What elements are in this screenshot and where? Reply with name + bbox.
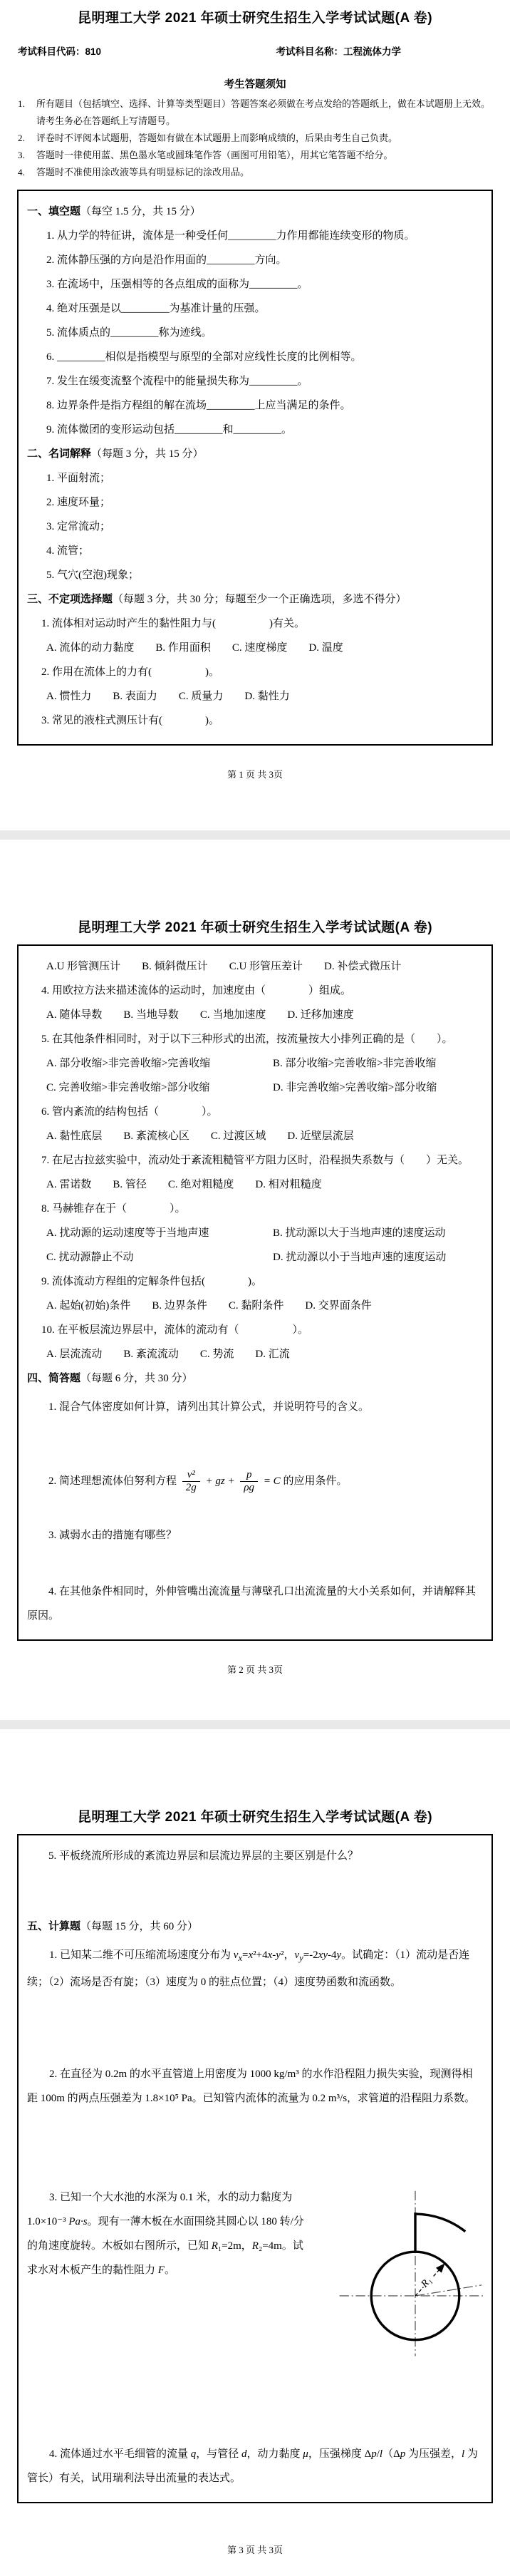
fill-question: 7. 发生在缓变流整个流程中的能量损失称为_________。: [46, 376, 308, 388]
choice-options: [46, 684, 483, 709]
option: B. 边界条件: [152, 1300, 207, 1312]
choice-question: 6. 管内紊流的结构包括（ ）。: [41, 1106, 218, 1118]
subject-row: [0, 43, 510, 58]
page-title: 昆明理工大学 2021 年硕士研究生招生入学考试试题(A 卷): [77, 11, 433, 26]
choice-question: 2. 作用在流体上的力有( )。: [41, 666, 219, 679]
choice-options: [46, 1051, 483, 1100]
option: B. 倾斜微压计: [142, 961, 208, 973]
choice-options: [46, 1342, 483, 1366]
choice-question: 1. 流体相对运动时产生的黏性阻力与( )有关。: [41, 618, 305, 630]
section-title: 一、填空题: [27, 205, 81, 218]
section-title: 二、名词解释: [27, 448, 92, 460]
exam-page-2: [0, 840, 510, 1720]
notice-item-text: 答题时不准使用涂改液等具有明显标记的涂改用品。: [36, 167, 250, 178]
notice-item-number: 4.: [18, 167, 25, 178]
choice-question: 3. 常见的液柱式测压计有( )。: [41, 715, 219, 727]
option: D. 补偿式微压计: [324, 961, 402, 973]
option: B. 作用面积: [155, 642, 211, 654]
notice-item-number: 2.: [18, 133, 25, 144]
notice-item-number: 3.: [18, 150, 25, 161]
radius-arrow-head: [434, 2265, 444, 2276]
option: D. 非完善收缩>完善收缩>部分收缩: [273, 1082, 437, 1094]
exam-page-1: [0, 0, 510, 830]
choice-question: 9. 流体流动方程组的定解条件包括( )。: [41, 1276, 262, 1288]
fill-question: 8. 边界条件是指方程组的解在流场_________上应当满足的条件。: [46, 400, 351, 412]
section-note: （每题 6 分，共 30 分）: [80, 1373, 193, 1385]
term-item: 1. 平面射流；: [46, 473, 111, 485]
notice-heading: 考生答题须知: [224, 79, 286, 91]
choice-question: 10. 在平板层流边界层中，流体的流动有（ ）。: [41, 1324, 309, 1336]
section-title: 四、简答题: [27, 1372, 81, 1385]
choice-options: [46, 1124, 483, 1148]
option: A. 起始(初始)条件: [46, 1300, 131, 1312]
calc-question: 4. 流体通过水平毛细管的流量 q，与管径 d，动力黏度 μ，压强梯度 Δp/l（Δp 为压强差，l 为管长）有关，试用瑞利法导出流量的表达式。: [27, 2448, 478, 2484]
outer-arc: [415, 2214, 465, 2232]
notice-item-text: 评卷时不评阅本试题册，答题如有做在本试题册上而影响成绩的，后果由考生自己负责。: [36, 133, 398, 144]
subject-name: 考试科目名称：工程流体力学: [276, 46, 401, 57]
page-separator: [0, 1720, 510, 1729]
rotating-plate-figure: [321, 2185, 483, 2365]
option: C. 势流: [199, 1349, 234, 1361]
choice-question: 5. 在其他条件相同时，对于以下三种形式的出流，按流量按大小排列正确的是（ ）。: [41, 1034, 453, 1046]
section-heading-fill-in: [27, 200, 483, 224]
choice-options: [46, 1221, 483, 1269]
section-note: （每题 15 分，共 60 分）: [80, 1920, 199, 1932]
notice-item: [18, 130, 492, 147]
option: A. 部分收缩>非完善收缩>完善收缩: [46, 1058, 211, 1070]
choice-question: 7. 在尼古拉兹实验中，流动处于紊流粗糙管平方阻力区时，沿程损失系数与（ ）无关。: [41, 1155, 469, 1167]
option: B. 管径: [113, 1179, 147, 1191]
fill-question: 5. 流体质点的_________称为迹线。: [46, 327, 212, 339]
page-title: 昆明理工大学 2021 年硕士研究生招生入学考试试题(A 卷): [77, 920, 433, 936]
option: A.U 形管测压计: [46, 961, 121, 973]
option: D. 汇流: [255, 1349, 290, 1361]
short-answer-question-formula: [27, 1469, 483, 1495]
choice-options: [46, 1003, 483, 1027]
choice-options: [46, 636, 483, 660]
section-heading-short-answer: [27, 1366, 483, 1391]
section-heading-terms: [27, 442, 483, 466]
page-separator: [0, 830, 510, 840]
option: A. 雷诺数: [46, 1179, 92, 1191]
term-item: 2. 速度环量；: [46, 497, 111, 509]
choice-question: 4. 用欧拉方法来描述流体的运动时，加速度由（ ）组成。: [41, 985, 352, 997]
fraction-denominator: ρg: [244, 1482, 255, 1494]
section-title: 五、计算题: [27, 1920, 81, 1932]
section-note: （每题 3 分，共 15 分）: [91, 448, 204, 460]
question-box-page-3: [17, 1834, 493, 2503]
question-box-page-1: [17, 190, 493, 746]
r1-label: R₁: [419, 2274, 434, 2290]
page-footer: 第 1 页 共 3页: [227, 769, 283, 780]
choice-question: 8. 马赫锥存在于（ ）。: [41, 1203, 186, 1215]
section-heading-multiple-choice: [27, 587, 483, 612]
fill-question: 9. 流体微团的变形运动包括_________和_________。: [46, 424, 293, 436]
short-answer-question: 4. 在其他条件相同时，外伸管嘴出流流量与薄壁孔口出流流量的大小关系如何，并请解释其原因。: [27, 1585, 477, 1622]
option: A. 随体导数: [46, 1009, 103, 1021]
calc-question-with-figure: [27, 2185, 483, 2374]
option: D. 黏性力: [244, 691, 290, 703]
option: C. 速度梯度: [231, 642, 288, 654]
choice-options: [46, 1173, 483, 1197]
notice-item: [18, 147, 492, 164]
option: C. 扰动源静止不动: [46, 1252, 134, 1264]
option: D. 近壁层流层: [287, 1130, 354, 1143]
option: A. 扰动源的运动速度等于当地声速: [46, 1227, 209, 1240]
formula-prefix: 2. 简述理想流体伯努利方程: [48, 1475, 177, 1488]
fraction-numerator: p: [240, 1469, 258, 1482]
fraction: [240, 1469, 258, 1495]
option: C.U 形管压差计: [229, 961, 303, 973]
fill-question: 3. 在流场中，压强相等的各点组成的面称为_________。: [46, 279, 308, 291]
option: A. 流体的动力黏度: [46, 642, 135, 654]
choice-options: [46, 1294, 483, 1318]
option: D. 迁移加速度: [287, 1009, 354, 1021]
option: C. 完善收缩>非完善收缩>部分收缩: [46, 1082, 210, 1094]
fill-question: 6. _________相似是指模型与原型的全部对应线性长度的比例相等。: [46, 351, 362, 364]
option: A. 惯性力: [46, 691, 92, 703]
option: B. 扰动源以大于当地声速的速度运动: [273, 1227, 446, 1240]
short-answer-question: 5. 平板绕流所形成的紊流边界层和层流边界层的主要区别是什么？: [48, 1850, 359, 1862]
option: C. 黏附条件: [228, 1300, 284, 1312]
option: B. 当地导数: [123, 1009, 179, 1021]
option: C. 当地加速度: [199, 1009, 266, 1021]
fraction: [182, 1469, 200, 1495]
option: D. 温度: [308, 642, 343, 654]
formula-suffix: 的应用条件。: [283, 1475, 348, 1488]
question-box-page-2: [17, 944, 493, 1641]
calc-question: 3. 已知一个大水池的水深为 0.1 米，水的动力黏度为 1.0×10⁻³ Pa·s。现有一薄木板在水面围绕其圆心以 180 转/分的角速度旋转。木板如右图所示，已知 R₁=2m，R₂=4m。试求水对木板产生的黏性阻力 F。: [27, 2191, 304, 2276]
notice-list: [0, 91, 510, 181]
calc-question: 2. 在直径为 0.2m 的水平直管道上用密度为 1000 kg/m³ 的水作沿程阻力损失实验，现测得相距 100m 的两点压强差为 1.8×10⁵ Pa。已知管内流体的流量为 0.2 m³/s，求管道的沿程阻力系数。: [27, 2068, 476, 2104]
page-footer: 第 2 页 共 3页: [227, 1664, 283, 1675]
calc-question: 1. 已知某二维不可压缩流场速度分布为 $v_x=x^2+4x-y^2$，$v_y=-2xy-4y$。试确定：（1）流动是否连续；（2）流场是否有旋；（3）速度为 0 的驻点位置；（4）速度势函数和流函数。: [27, 1949, 470, 1988]
section-title: 三、不定项选择题: [27, 593, 113, 606]
figure-container: [321, 2185, 483, 2374]
option: D. 交界面条件: [305, 1300, 372, 1312]
option: C. 绝对粗糙度: [167, 1179, 234, 1191]
option: B. 紊流核心区: [123, 1130, 189, 1143]
option: A. 黏性底层: [46, 1130, 103, 1143]
fill-question: 1. 从力学的特征讲，流体是一种受任何_________力作用都能连续变形的物质。: [46, 230, 415, 242]
formula-equals: = C: [263, 1475, 281, 1488]
choice-options: [46, 954, 483, 979]
formula-middle: + gz +: [205, 1475, 235, 1488]
notice-item: [18, 96, 492, 130]
fraction-denominator: 2g: [185, 1482, 197, 1494]
option: B. 紊流流动: [123, 1349, 179, 1361]
notice-item-number: 1.: [18, 98, 25, 109]
option: B. 表面力: [113, 691, 157, 703]
fill-question: 4. 绝对压强是以_________为基准计量的压强。: [46, 303, 266, 315]
option: D. 扰动源以小于当地声速的速度运动: [273, 1252, 447, 1264]
short-answer-question: 1. 混合气体密度如何计算，请列出其计算公式，并说明符号的含义。: [48, 1401, 370, 1413]
section-note: （每题 3 分，共 30 分；每题至少一个正确选项，多选不得分）: [113, 594, 407, 606]
exam-page-3: [0, 1729, 510, 2576]
option: C. 质量力: [178, 691, 224, 703]
term-item: 5. 气穴(空泡)现象；: [46, 570, 139, 582]
section-heading-calculation: [27, 1915, 483, 1939]
option: A. 层流流动: [46, 1349, 103, 1361]
fraction-numerator: v²: [182, 1469, 200, 1482]
notice-item: [18, 164, 492, 181]
term-item: 4. 流管；: [46, 545, 90, 557]
page-title: 昆明理工大学 2021 年硕士研究生招生入学考试试题(A 卷): [77, 1809, 433, 1825]
notice-item-text: 所有题目（包括填空、选择、计算等类型题目）答题答案必须做在考点发给的答题纸上，做在本试题册上无效。请考生务必在答题纸上写清题号。: [36, 98, 491, 127]
option: C. 过渡区域: [210, 1130, 266, 1143]
subject-code: 考试科目代码：810: [18, 46, 102, 57]
notice-item-text: 答题时一律使用蓝、黑色墨水笔或圆珠笔作答（画图可用铅笔），用其它笔答题不给分。: [36, 150, 393, 161]
page-footer: 第 3 页 共 3页: [227, 2544, 283, 2555]
section-note: （每空 1.5 分，共 15 分）: [80, 206, 201, 218]
short-answer-question: 3. 减弱水击的措施有哪些？: [48, 1529, 177, 1541]
option: D. 相对粗糙度: [255, 1179, 322, 1191]
term-item: 3. 定常流动；: [46, 521, 111, 533]
fill-question: 2. 流体静压强的方向是沿作用面的_________方向。: [46, 254, 287, 267]
option: B. 部分收缩>完善收缩>非完善收缩: [273, 1058, 437, 1070]
